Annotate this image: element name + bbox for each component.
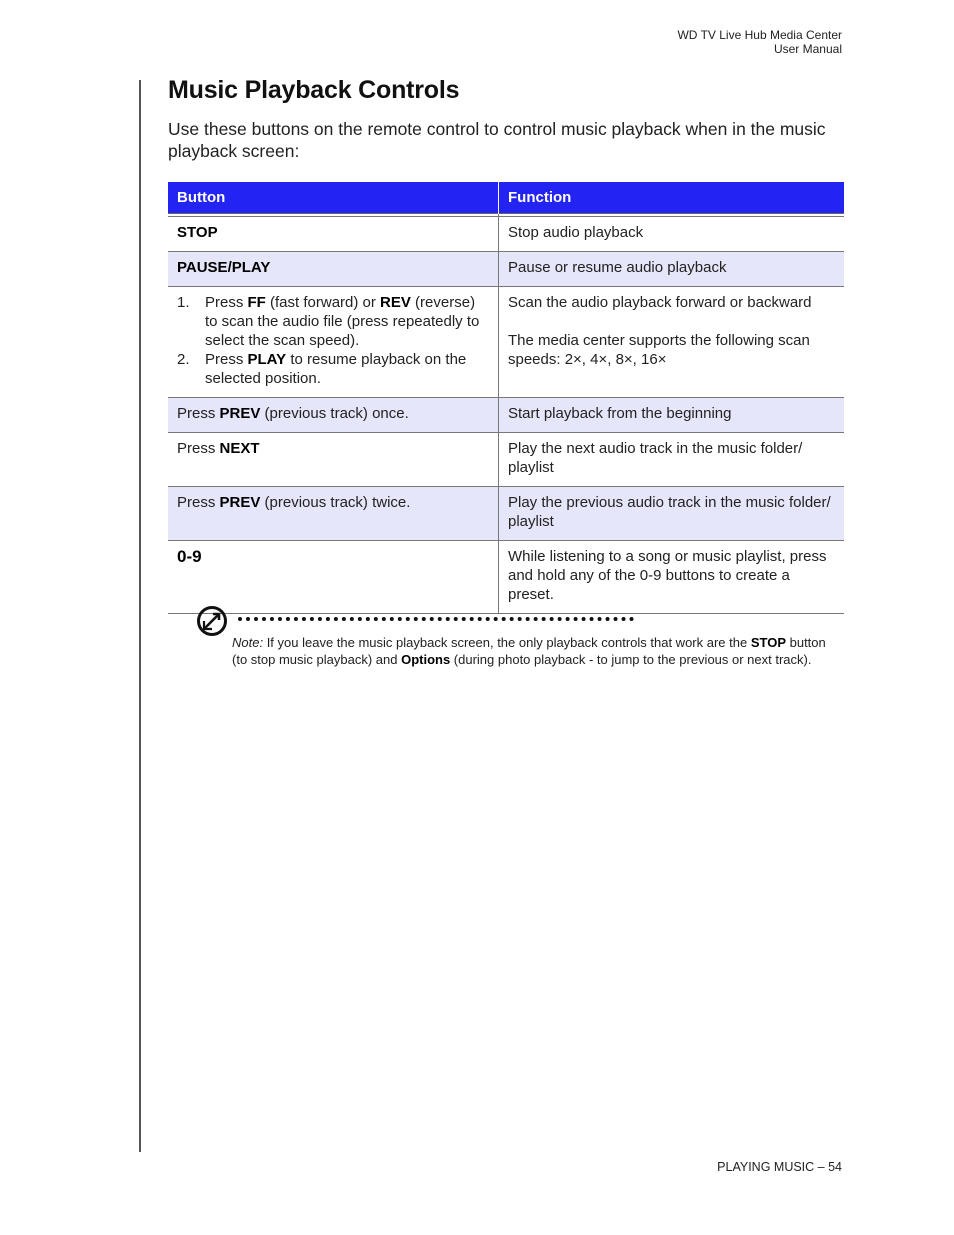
table-row: [168, 541, 844, 614]
button-name: STOP: [177, 224, 218, 241]
button-cell: [168, 252, 499, 287]
button-cell: [168, 541, 499, 614]
button-name: 0-9: [177, 547, 202, 566]
function-text: The media center supports the following scan speeds: 2×, 4×, 8×, 16×: [508, 332, 810, 368]
scan-steps: [177, 293, 489, 388]
step-number: 1.: [177, 294, 190, 311]
table-header-row: [168, 182, 844, 214]
controls-table: [168, 182, 844, 614]
function-cell: While listening to a song or music playlist, press and hold any of the 0-9 buttons to create a preset.: [499, 541, 845, 614]
note-text: Note: If you leave the music playback screen, the only playback controls that work are the STOP button (to stop music playback) and Options (during photo playback - to jump to the previous or next track).: [232, 635, 826, 667]
table-row: [168, 433, 844, 487]
list-item: [177, 350, 489, 388]
table-row: [168, 217, 844, 252]
function-text: Scan the audio playback forward or backward: [508, 294, 812, 311]
intro-paragraph: Use these buttons on the remote control to control music playback when in the music playback screen:: [168, 119, 826, 161]
list-item: [177, 293, 489, 350]
page-footer: PLAYING MUSIC – 54: [717, 1160, 842, 1174]
note-divider: [238, 617, 634, 621]
button-cell: Press NEXT: [168, 433, 499, 487]
table-row: [168, 252, 844, 287]
button-cell: [168, 287, 499, 398]
function-cell: Pause or resume audio playback: [499, 252, 845, 287]
header-doc-type: User Manual: [773, 42, 842, 56]
note-icon: [196, 605, 228, 637]
button-cell: Press PREV (previous track) twice.: [168, 487, 499, 541]
header-product: WD TV Live Hub Media Center: [677, 28, 842, 42]
footer-section: PLAYING MUSIC: [717, 1160, 815, 1174]
column-header-button: Button: [168, 182, 499, 214]
function-cell: Start playback from the beginning: [499, 398, 845, 433]
step-text: Press FF (fast forward) or REV (reverse) to scan the audio file (press repeatedly to select the scan speed).: [205, 294, 480, 349]
table-row: [168, 487, 844, 541]
function-cell: [499, 287, 845, 398]
button-name: PAUSE/PLAY: [177, 259, 271, 276]
table-row: [168, 398, 844, 433]
button-cell: [168, 217, 499, 252]
running-header: [677, 28, 842, 56]
function-cell: Play the next audio track in the music folder/ playlist: [499, 433, 845, 487]
table-row: [168, 287, 844, 398]
step-text: Press PLAY to resume playback on the selected position.: [205, 351, 467, 387]
function-cell: Play the previous audio track in the music folder/ playlist: [499, 487, 845, 541]
page-number: 54: [828, 1160, 842, 1174]
column-header-function: Function: [499, 182, 845, 214]
function-cell: Stop audio playback: [499, 217, 845, 252]
page-title: Music Playback Controls: [168, 76, 460, 104]
button-cell: Press PREV (previous track) once.: [168, 398, 499, 433]
margin-rule: [139, 80, 141, 1152]
step-number: 2.: [177, 351, 190, 368]
